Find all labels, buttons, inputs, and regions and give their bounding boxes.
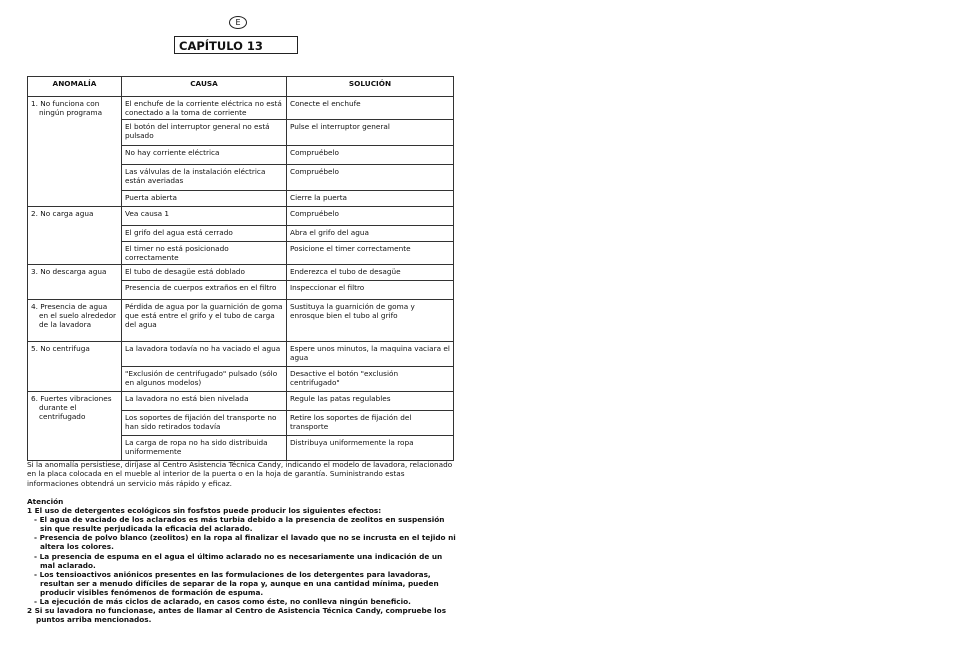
attention-section [27, 497, 457, 624]
attention-bullet: - Los tensioactivos aniónicos presentes en las formulaciones de los detergentes para lavadoras, resultan ser a menudo difíciles de separar de la ropa y, aunque en una cantidad mínima, pueden producir visibles fenómenos de formación de espuma. [34, 569, 439, 597]
anomaly-text: 4. Presencia de agua en el suelo alrededor de la lavadora [31, 302, 117, 329]
anomaly-text: 2. No carga agua [31, 209, 94, 218]
solution-cell: Sustituya la guarnición de goma y enrosque bien el tubo al grifo [287, 300, 454, 342]
table-header-row [28, 77, 454, 97]
solution-cell: Inspeccionar el filtro [287, 281, 454, 300]
solution-cell: Posicione el timer correctamente [287, 242, 454, 265]
cause-cell: El tubo de desagüe está doblado [122, 265, 287, 281]
anomaly-cell [28, 342, 122, 392]
attention-item-1: 1 El uso de detergentes ecológicos sin fosfstos puede producir los siguientes efectos: [27, 506, 382, 516]
header-anomaly: ANOMALÍA [28, 77, 122, 97]
solution-cell: Distribuya uniformemente la ropa [287, 436, 454, 461]
cause-cell: Los soportes de fijación del transporte no han sido retirados todavía [122, 411, 287, 436]
anomaly-cell [28, 392, 122, 461]
anomaly-cell [28, 207, 122, 265]
anomaly-cell [28, 265, 122, 300]
solution-cell: Compruébelo [287, 146, 454, 165]
cause-cell: La carga de ropa no ha sido distribuida uniformemente [122, 436, 287, 461]
anomaly-text: 6. Fuertes vibraciones durante el centrifugado [31, 394, 112, 421]
cause-cell: La lavadora no está bien nivelada [122, 392, 287, 411]
attention-bullet: - El agua de vaciado de los aclarados es más turbia debido a la presencia de zeolitos en suspensión sin que resulte perjudicada la eficacia del aclarado. [34, 515, 445, 534]
cause-cell: El enchufe de la corriente eléctrica no está conectado a la toma de corriente [122, 97, 287, 120]
anomaly-text: 3. No descarga agua [31, 267, 107, 276]
header-solution: SOLUCIÓN [287, 77, 454, 97]
cause-cell: La lavadora todavía no ha vaciado el agua [122, 342, 287, 367]
cause-cell: El grifo del agua está cerrado [122, 226, 287, 242]
solution-cell: Conecte el enchufe [287, 97, 454, 120]
table-row [28, 392, 454, 411]
chapter-title: CAPÍTULO 13 [174, 36, 298, 54]
attention-title: Atención [27, 497, 64, 506]
anomaly-cell [28, 300, 122, 342]
cause-cell: "Exclusión de centrifugado" pulsado (sólo en algunos modelos) [122, 367, 287, 392]
anomaly-cell [28, 97, 122, 207]
cause-cell: Las válvulas de la instalación eléctrica están averiadas [122, 165, 287, 191]
table-row [28, 300, 454, 342]
language-badge: E [229, 16, 247, 29]
solution-cell: Compruébelo [287, 165, 454, 191]
cause-cell: Puerta abierta [122, 191, 287, 207]
table-row [28, 265, 454, 281]
header-cause: CAUSA [122, 77, 287, 97]
solution-cell: Pulse el interruptor general [287, 120, 454, 146]
anomaly-text: 1. No funciona con ningún programa [31, 99, 103, 117]
cause-cell: Presencia de cuerpos extraños en el filtro [122, 281, 287, 300]
table-row [28, 342, 454, 367]
solution-cell: Enderezca el tubo de desagüe [287, 265, 454, 281]
solution-cell: Desactive el botón "exclusión centrifugado" [287, 367, 454, 392]
solution-cell: Compruébelo [287, 207, 454, 226]
attention-bullet: - Presencia de polvo blanco (zeolitos) en la ropa al finalizar el lavado que no se incrusta en el tejido ni altera los colores. [34, 533, 456, 552]
table-body [28, 97, 454, 461]
attention-bullet: - La ejecución de más ciclos de aclarado, en casos como éste, no conlleva ningún beneficio. [34, 597, 411, 607]
solution-cell: Cierre la puerta [287, 191, 454, 207]
attention-bullet: - La presencia de espuma en el agua el último aclarado no es necesariamente una indicación de un mal aclarado. [34, 551, 443, 570]
solution-cell: Regule las patas regulables [287, 392, 454, 411]
cause-cell: El botón del interruptor general no está pulsado [122, 120, 287, 146]
cause-cell: Vea causa 1 [122, 207, 287, 226]
table-row [28, 97, 454, 120]
attention-item-2: 2 Si su lavadora no funcionase, antes de llamar al Centro de Asistencia Técnica Candy, compruebe los puntos arriba mencionados. [27, 606, 447, 625]
assistance-note-text: Si la anomalía persistiese, diríjase al Centro Asistencia Técnica Candy, indicando el modelo de lavadora, relacionado en la placa colocada en el mueble al interior de la puerta o en la hoja de garantía. Suministrando estas informaciones obtendrá un servicio más rápido y eficaz. [27, 460, 453, 488]
cause-cell: No hay corriente eléctrica [122, 146, 287, 165]
troubleshooting-table [27, 76, 454, 461]
anomaly-text: 5. No centrifuga [31, 344, 90, 353]
cause-cell: Pérdida de agua por la guarnición de goma que está entre el grifo y el tubo de carga del agua [122, 300, 287, 342]
solution-cell: Espere unos minutos, la maquina vaciara el agua [287, 342, 454, 367]
assistance-note [27, 460, 457, 488]
solution-cell: Abra el grifo del agua [287, 226, 454, 242]
solution-cell: Retire los soportes de fijación del transporte [287, 411, 454, 436]
cause-cell: El timer no está posicionado correctamente [122, 242, 287, 265]
table-row [28, 207, 454, 226]
